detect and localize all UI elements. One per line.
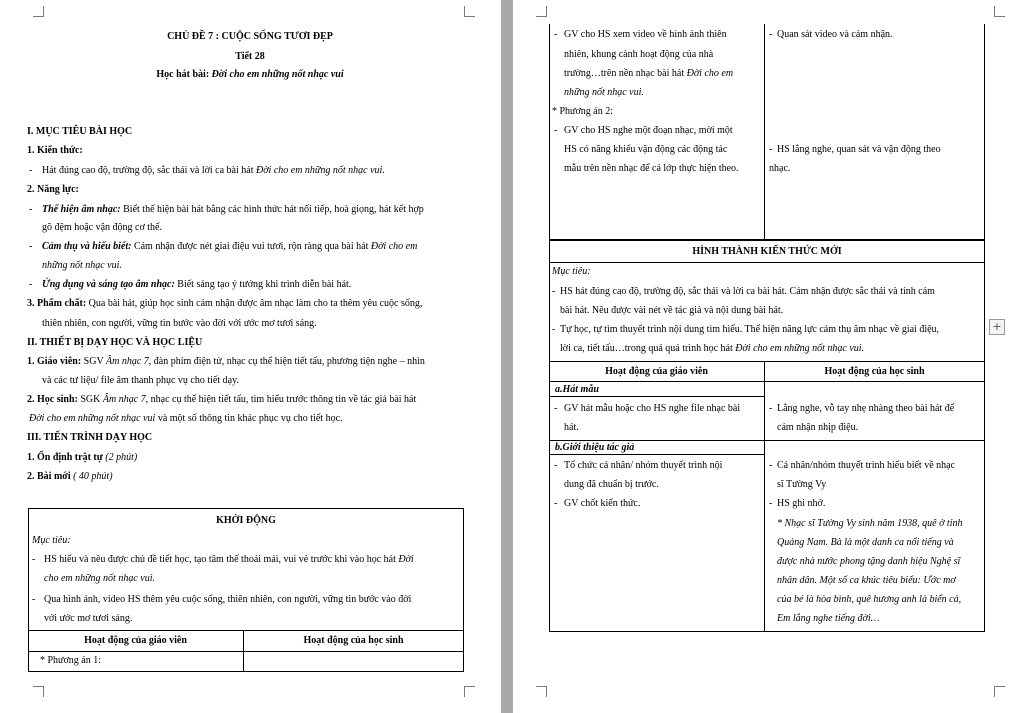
paragraph: gõ đệm hoặc vận động cơ thể. xyxy=(42,222,162,233)
activity-heading: b.Giới thiệu tác giả xyxy=(555,442,635,453)
paragraph: hát. xyxy=(564,422,579,433)
column-header-student: Hoạt động của học sinh xyxy=(824,366,925,377)
paragraph: GV cho HS nghe một đoạn nhạc, mời một xyxy=(564,125,733,136)
paragraph: Cảm thụ và hiểu biết: Cảm nhận được nét giai điệu vui tươi, rộn ràng qua bài hát Đời cho em xyxy=(42,241,418,252)
sub-heading: 1. Kiến thức: xyxy=(27,145,83,156)
add-table-row-button[interactable]: + xyxy=(989,319,1005,335)
paragraph: dung đã chuẩn bị trước. xyxy=(564,479,659,490)
paragraph: Hát đúng cao độ, trường độ, sắc thái và lời ca bài hát Đời cho em những nốt nhạc vui. xyxy=(42,165,385,176)
bullet-dash: - xyxy=(554,498,558,509)
bullet-dash: - xyxy=(554,460,558,471)
table-title: KHỞI ĐỘNG xyxy=(216,515,276,526)
composer-note: được nhà nước phong tặng danh hiệu Nghệ sĩ xyxy=(777,556,961,567)
paragraph: Qua hình ảnh, video HS thêm yêu cuộc sống, thiên nhiên, con người, vững tin bước vào đời xyxy=(44,594,412,605)
paragraph: GV cho HS xem video về hình ảnh thiên xyxy=(564,29,727,40)
section-heading: III. TIẾN TRÌNH DẠY HỌC xyxy=(27,432,153,443)
composer-note: của bé là hòa bình, quê hương anh là biển cả, xyxy=(777,594,962,605)
table-rule xyxy=(549,440,985,441)
paragraph: mẫu trên nền nhạc để cả lớp thực hiện theo. xyxy=(564,163,739,174)
paragraph: sĩ Tường Vy xyxy=(777,479,827,490)
column-header-teacher: Hoạt động của giáo viên xyxy=(84,635,187,646)
table-rule xyxy=(28,651,464,652)
paragraph: HS hiểu và nêu được chủ đề tiết học, tạo tâm thế thoải mái, vui vẻ trước khi vào học hát Đời xyxy=(44,554,414,565)
paragraph: * Phương án 2: xyxy=(552,106,613,117)
paragraph: GV chốt kiến thức. xyxy=(564,498,641,509)
bullet-dash: - xyxy=(29,279,33,290)
bullet-dash: - xyxy=(769,460,773,471)
activity-heading: a.Hát mẫu xyxy=(555,384,599,395)
paragraph: Thể hiện âm nhạc: Biết thể hiện bài hát bằng các hình thức hát nối tiếp, hoà giọng, hát kết hợp xyxy=(42,204,424,215)
lesson-number: Tiết 28 xyxy=(235,51,265,62)
section-heading: I. MỤC TIÊU BÀI HỌC xyxy=(27,126,133,137)
table-rule xyxy=(28,630,464,631)
paragraph: GV hát mẫu hoặc cho HS nghe file nhạc bài xyxy=(564,403,741,414)
composer-note: * Nhạc sĩ Tường Vy sinh năm 1938, quê ở tỉnh xyxy=(777,518,963,529)
table-rule xyxy=(549,361,985,362)
bullet-dash: - xyxy=(554,29,558,40)
paragraph: cho em những nốt nhạc vui. xyxy=(44,573,155,584)
bullet-dash: - xyxy=(32,554,36,565)
bullet-dash: - xyxy=(769,144,773,155)
composer-note: Em lắng nghe tiếng đời… xyxy=(777,613,880,624)
paragraph: thiên nhiên, con người, vững tin bước vào đời với ước mơ tươi sáng. xyxy=(42,318,317,329)
paragraph: những nốt nhạc vui. xyxy=(564,87,644,98)
doc-title: CHỦ ĐỀ 7 : CUỘC SỐNG TƯƠI ĐẸP xyxy=(167,31,333,42)
paragraph: Cá nhân/nhóm thuyết trình hiểu biết về nhạc xyxy=(777,460,956,471)
hinh-thanh-kien-thuc-table xyxy=(549,240,985,632)
sub-heading: 2. Năng lực: xyxy=(27,184,79,195)
paragraph: cảm nhận nhịp điệu. xyxy=(777,422,859,433)
paragraph: HS lắng nghe, quan sát và vận động theo xyxy=(777,144,941,155)
crop-mark xyxy=(536,6,547,17)
khoi-dong-table xyxy=(28,508,464,672)
table-rule xyxy=(549,454,764,455)
table-rule xyxy=(764,361,765,632)
bullet-dash: - xyxy=(769,403,773,414)
paragraph: 3. Phẩm chất: Qua bài hát, giúp học sinh cảm nhận được âm nhạc làm cho ta thêm yêu cuộc sống, xyxy=(27,298,423,309)
bullet-dash: - xyxy=(552,286,556,297)
bullet-dash: - xyxy=(554,403,558,414)
crop-mark xyxy=(994,686,1005,697)
paragraph: với ước mơ tươi sáng. xyxy=(44,613,133,624)
crop-mark xyxy=(464,6,475,17)
paragraph: 1. Ổn định trật tự (2 phút) xyxy=(27,452,138,463)
paragraph: nhạc. xyxy=(769,163,791,174)
crop-mark xyxy=(464,686,475,697)
paragraph: 2. Bài mới ( 40 phút) xyxy=(27,471,113,482)
paragraph: HS hát đúng cao độ, trường độ, sắc thái và lời ca bài hát. Cảm nhận được sắc thái và tính cảm xyxy=(560,286,935,297)
paragraph: Tổ chức cá nhân/ nhóm thuyết trình nội xyxy=(564,460,723,471)
table-title: HÌNH THÀNH KIẾN THỨC MỚI xyxy=(692,246,842,257)
paragraph: 1. Giáo viên: SGV Âm nhạc 7, đàn phím điện tử, nhạc cụ thể hiện tiết tấu, phương tiện nghe – nhìn xyxy=(27,356,425,367)
objective-label: Mục tiêu: xyxy=(32,535,71,546)
paragraph: Lắng nghe, vỗ tay nhẹ nhàng theo bài hát để xyxy=(777,403,955,414)
bullet-dash: - xyxy=(552,324,556,335)
crop-mark xyxy=(33,6,44,17)
paragraph: trường…trên nền nhạc bài hát Đời cho em xyxy=(564,68,734,79)
table-rule xyxy=(549,396,764,397)
document-page-1 xyxy=(0,0,501,713)
paragraph: Tự học, tự tìm thuyết trình nội dung tìm hiểu. Thể hiện năng lực cảm thụ âm nhạc về giai điệu, xyxy=(560,324,940,335)
crop-mark xyxy=(994,6,1005,17)
table-rule xyxy=(764,24,765,240)
section-heading: II. THIẾT BỊ DẠY HỌC VÀ HỌC LIỆU xyxy=(27,337,203,348)
crop-mark xyxy=(536,686,547,697)
document-page-2 xyxy=(513,0,1026,713)
paragraph: Ứng dụng và sáng tạo âm nhạc: Biết sáng tạo ý tưởng khi trình diễn bài hát. xyxy=(42,279,352,290)
bullet-dash: - xyxy=(29,241,33,252)
composer-note: Quảng Nam. Bà là một danh ca nổi tiếng và xyxy=(777,537,954,548)
bullet-dash: - xyxy=(554,125,558,136)
composer-note: nhân dân. Một số ca khúc tiêu biểu: Ước mơ xyxy=(777,575,956,586)
paragraph: Đời cho em những nốt nhạc vui và một số thông tin khác phục vụ cho tiết học. xyxy=(29,413,343,424)
paragraph: bài hát. Nêu được vài nét về tác giả và nội dung bài hát. xyxy=(560,305,784,316)
bullet-dash: - xyxy=(29,165,33,176)
objective-label: Mục tiêu: xyxy=(552,266,591,277)
table-rule xyxy=(549,262,985,263)
paragraph: lời ca, tiết tấu…trong quá quá trình học hát Đời cho em những nốt nhạc vui. xyxy=(560,343,865,354)
table-rule xyxy=(549,381,985,382)
paragraph: Quan sát video và cảm nhận. xyxy=(777,29,893,40)
song-heading: Học hát bài: Đời cho em những nốt nhạc vui xyxy=(156,69,344,80)
bullet-dash: - xyxy=(769,498,773,509)
paragraph: HS ghi nhớ. xyxy=(777,498,826,509)
paragraph: 2. Học sinh: SGK Âm nhạc 7, nhạc cụ thể hiện tiết tấu, tìm hiểu trước thông tin về tác giả bài hát xyxy=(27,394,417,405)
bullet-dash: - xyxy=(29,204,33,215)
paragraph: * Phương án 1: xyxy=(40,655,101,666)
paragraph: và các tư liệu/ file âm thanh phục vụ cho tiết dạy. xyxy=(42,375,239,386)
paragraph: HS có năng khiếu vận động các động tác xyxy=(564,144,728,155)
paragraph: những nốt nhạc vui. xyxy=(42,260,122,271)
bullet-dash: - xyxy=(769,29,773,40)
paragraph: nhiên, khung cảnh hoạt động của nhà xyxy=(564,49,714,60)
bullet-dash: - xyxy=(32,594,36,605)
column-header-student: Hoạt động của học sinh xyxy=(303,635,404,646)
crop-mark xyxy=(33,686,44,697)
column-header-teacher: Hoạt động của giáo viên xyxy=(605,366,708,377)
